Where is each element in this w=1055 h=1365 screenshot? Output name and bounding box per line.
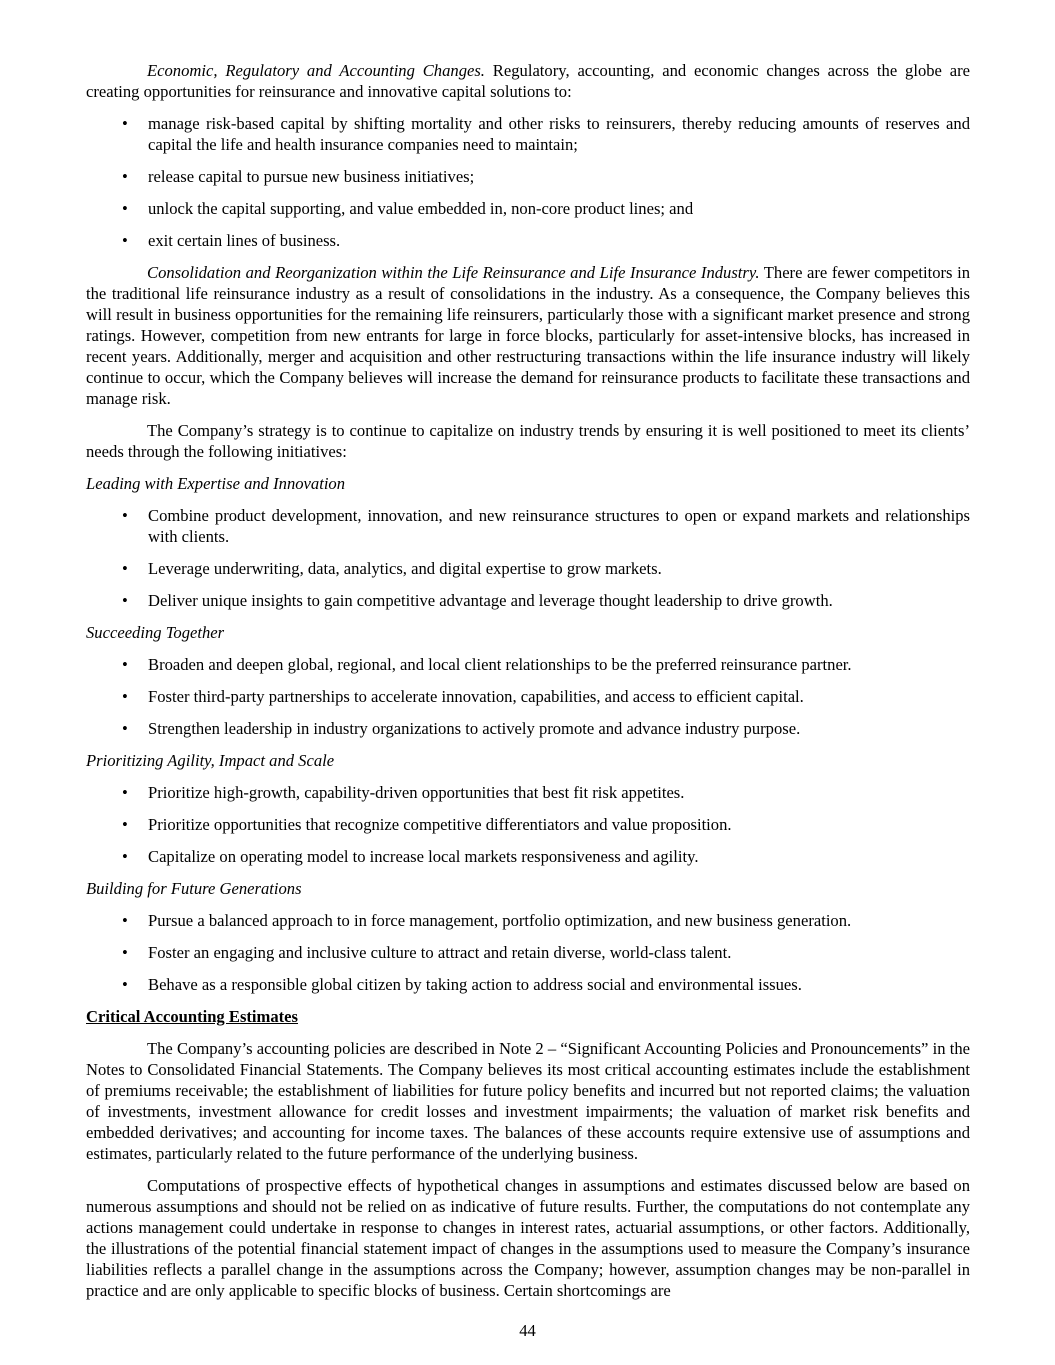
list-item-text: exit certain lines of business. (148, 231, 341, 250)
bullet-marker: • (122, 847, 128, 866)
paragraph-computations: Computations of prospective effects of hypothetical changes in assumptions and estimates discussed below are based on numerous assumptions and should not be relied on as indicative of future results. Further, the computations do not contemplate any actions management could undertake in response to changes in interest rates, actuarial assumptions, or other factors. Additionally, the illustrations of the potential financial statement impact of changes in the assumptions used to measure the Company’s insurance liabilities reflects a parallel change in the assumptions across the Company; however, assumption changes may be non-parallel in practice and are only applicable to specific blocks of business. Certain shortcomings are (86, 1176, 970, 1300)
bullet-marker: • (122, 815, 128, 834)
page-number: 44 (519, 1321, 536, 1340)
bullet-marker: • (122, 591, 128, 610)
bullet-marker: • (122, 199, 128, 218)
bullet-marker: • (122, 943, 128, 962)
list-item-text: Foster third-party partnerships to accelerate innovation, capabilities, and access to efficient capital. (148, 687, 804, 706)
list-item-text: Broaden and deepen global, regional, and local client relationships to be the preferred reinsurance partner. (148, 655, 852, 674)
list-item (86, 942, 970, 963)
paragraph-consolidation-lead: Consolidation and Reorganization within the Life Reinsurance and Life Insurance Industry. (147, 263, 760, 282)
list-item-text: Foster an engaging and inclusive culture to attract and retain diverse, world-class talent. (148, 943, 732, 962)
list-item-text: Combine product development, innovation, and new reinsurance structures to open or expand markets and relationships with clients. (148, 506, 970, 546)
list-item-text: Behave as a responsible global citizen by taking action to address social and environmental issues. (148, 975, 802, 994)
paragraph-consolidation (86, 262, 970, 409)
leading-initiatives-list (86, 505, 970, 611)
paragraph-economic-lead: Economic, Regulatory and Accounting Changes. (147, 61, 485, 80)
bullet-marker: • (122, 114, 128, 133)
list-item-text: Pursue a balanced approach to in force management, portfolio optimization, and new business generation. (148, 911, 852, 930)
prioritizing-initiatives-list (86, 782, 970, 867)
paragraph-consolidation-text: There are fewer competitors in the traditional life reinsurance industry as a result of consolidations in the industry. As a consequence, the Company believes this will result in business opportunities for the remaining life reinsurers, particularly those with a significant market presence and strong ratings. However, competition from new entrants for large in force blocks, particularly for asset-intensive blocks, has increased in recent years. Additionally, merger and acquisition and other restructuring transactions within the life insurance industry will likely continue to occur, which the Company believes will increase the demand for reinsurance products to facilitate these transactions and manage risk. (86, 263, 970, 408)
list-item-text: Prioritize opportunities that recognize competitive differentiators and value proposition. (148, 815, 732, 834)
list-item (86, 505, 970, 547)
bullet-marker: • (122, 655, 128, 674)
bullet-marker: • (122, 559, 128, 578)
list-item (86, 558, 970, 579)
list-item-text: unlock the capital supporting, and value embedded in, non-core product lines; and (148, 199, 694, 218)
list-item (86, 910, 970, 931)
list-item-text: Capitalize on operating model to increase local markets responsiveness and agility. (148, 847, 699, 866)
bullet-marker: • (122, 167, 128, 186)
list-item-text: Prioritize high-growth, capability-driven opportunities that best fit risk appetites. (148, 783, 685, 802)
list-item (86, 974, 970, 995)
heading-leading-with-expertise: Leading with Expertise and Innovation (86, 474, 346, 493)
list-item-text: Deliver unique insights to gain competitive advantage and leverage thought leadership to drive growth. (148, 591, 833, 610)
list-item (86, 718, 970, 739)
list-item-text: Strengthen leadership in industry organizations to actively promote and advance industry purpose. (148, 719, 801, 738)
bullet-marker: • (122, 783, 128, 802)
list-item (86, 230, 970, 251)
list-item (86, 654, 970, 675)
heading-critical-accounting-estimates: Critical Accounting Estimates (86, 1007, 299, 1026)
capital-solutions-list (86, 113, 970, 251)
bullet-marker: • (122, 687, 128, 706)
paragraph-strategy: The Company’s strategy is to continue to capitalize on industry trends by ensuring it is well positioned to meet its clients’ needs through the following initiatives: (86, 421, 970, 461)
list-item (86, 113, 970, 155)
list-item (86, 846, 970, 867)
heading-prioritizing-agility: Prioritizing Agility, Impact and Scale (86, 751, 335, 770)
list-item-text: manage risk-based capital by shifting mortality and other risks to reinsurers, thereby reducing amounts of reserves and capital the life and health insurance companies need to maintain; (148, 114, 970, 154)
succeeding-initiatives-list (86, 654, 970, 739)
heading-succeeding-together: Succeeding Together (86, 623, 225, 642)
list-item (86, 686, 970, 707)
bullet-marker: • (122, 719, 128, 738)
list-item (86, 198, 970, 219)
paragraph-economic-text: Regulatory, accounting, and economic changes across the globe are creating opportunities for reinsurance and innovative capital solutions to: (86, 61, 971, 101)
paragraph-economic-changes (86, 60, 970, 102)
bullet-marker: • (122, 911, 128, 930)
list-item (86, 166, 970, 187)
list-item-text: release capital to pursue new business initiatives; (148, 167, 475, 186)
list-item-text: Leverage underwriting, data, analytics, and digital expertise to grow markets. (148, 559, 662, 578)
building-initiatives-list (86, 910, 970, 995)
bullet-marker: • (122, 506, 128, 525)
list-item (86, 782, 970, 803)
bullet-marker: • (122, 975, 128, 994)
bullet-marker: • (122, 231, 128, 250)
list-item (86, 814, 970, 835)
paragraph-accounting-policies: The Company’s accounting policies are described in Note 2 – “Significant Accounting Policies and Pronouncements” in the Notes to Consolidated Financial Statements. The Company believes its most critical accounting estimates include the establishment of premiums receivable; the establishment of liabilities for future policy benefits and incurred but not reported claims; the valuation of investments, investment allowance for credit losses and investment impairments; the valuation of market risk benefits and embedded derivatives; and accounting for income taxes. The balances of these accounts require extensive use of assumptions and estimates, particularly related to the future performance of the underlying business. (86, 1039, 970, 1163)
heading-building-future: Building for Future Generations (86, 879, 302, 898)
list-item (86, 590, 970, 611)
